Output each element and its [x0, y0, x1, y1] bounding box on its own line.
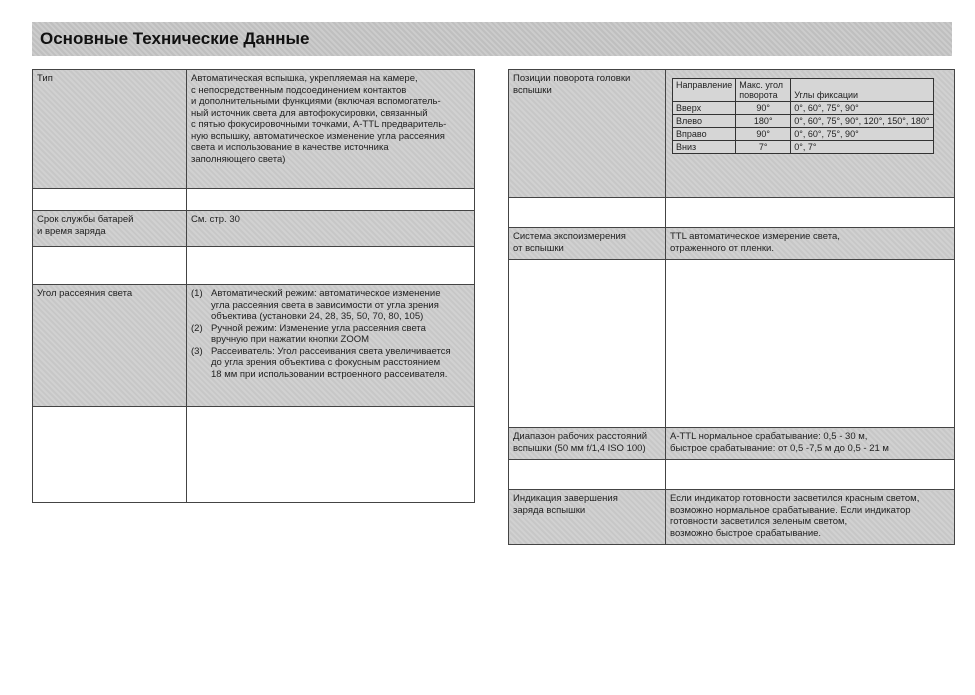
- label-range: Диапазон рабочих расстояний вспышки (50 мм f/1,4 ISO 100): [509, 428, 666, 460]
- row-angle: [33, 285, 475, 407]
- header-fix-angles: Углы фиксации: [791, 79, 933, 102]
- label-battery: Срок службы батарей и время заряда: [33, 211, 187, 247]
- row-metering: [509, 228, 955, 260]
- table-row: Вправо 90° 0°, 60°, 75°, 90°: [673, 128, 934, 141]
- left-spec-table: [32, 69, 475, 503]
- label-metering: Система экспоизмерения от вспышки: [509, 228, 666, 260]
- list-item: (2) Ручной режим: Изменение угла рассеяния света вручную при нажатии кнопки ZOOM: [191, 322, 426, 345]
- rotation-table: [672, 78, 934, 154]
- row-spacer: [33, 189, 475, 211]
- label-indicator: Индикация завершения заряда вспышки: [509, 490, 666, 545]
- table-row: Вниз 7° 0°, 7°: [673, 141, 934, 154]
- value-battery: См. стр. 30: [187, 211, 475, 247]
- label-positions: Позиции поворота головки вспышки: [509, 70, 666, 198]
- row-spacer: [33, 247, 475, 285]
- row-empty: [509, 260, 955, 428]
- header-max-angle: Макс. угол поворота: [736, 79, 791, 102]
- right-spec-table: [508, 69, 955, 545]
- value-range: A-TTL нормальное срабатывание: 0,5 - 30 м, быстрое срабатывание: от 0,5 -7,5 м до 0,5 - 21 м: [666, 428, 955, 460]
- row-spacer: [509, 198, 955, 228]
- value-metering: TTL автоматическое измерение света, отраженного от пленки.: [666, 228, 955, 260]
- row-spacer: [509, 460, 955, 490]
- table-row: Вверх 90° 0°, 60°, 75°, 90°: [673, 102, 934, 115]
- label-type: Тип: [33, 70, 187, 189]
- value-indicator: Если индикатор готовности засветился красным светом, возможно нормальное срабатывание. Если индикатор готовности засветился зеленым светом, возможно быстрое срабатывание.: [666, 490, 955, 545]
- page-title: Основные Технические Данные: [40, 29, 310, 48]
- value-angle: [187, 285, 475, 407]
- row-indicator: [509, 490, 955, 545]
- row-empty: [33, 407, 475, 503]
- label-angle: Угол рассеяния света: [33, 285, 187, 407]
- row-battery: [33, 211, 475, 247]
- list-item: (1) Автоматический режим: автоматическое изменение угла рассеяния света в зависимости от угла зрения объектива (установки 24, 28, 35, 50, 70, 80, 105): [191, 288, 441, 322]
- value-positions: [666, 70, 955, 198]
- row-positions: [509, 70, 955, 198]
- value-type: Автоматическая вспышка, укрепляемая на камере, с непосредственным подсоединением контактов и дополнительными функциями (включая вспомогатель- ный источник света для автофокусировки, связанный с пятью фокусировочными точками, A-TTL предваритель- ную вспышку, автоматическое изменение угла рассеяния света и использование в качестве источника заполняющего света): [187, 70, 475, 189]
- header-direction: Направление: [673, 79, 736, 102]
- table-row: Влево 180° 0°, 60°, 75°, 90°, 120°, 150°, 180°: [673, 115, 934, 128]
- row-type: [33, 70, 475, 189]
- title-bar: [32, 22, 952, 56]
- table-row: [673, 79, 934, 102]
- row-range: [509, 428, 955, 460]
- list-item: (3) Рассеиватель: Угол рассеивания света увеличивается до угла зрения объектива с фокусным расстоянием 18 мм при использовании встроенного рассеивателя.: [191, 345, 451, 380]
